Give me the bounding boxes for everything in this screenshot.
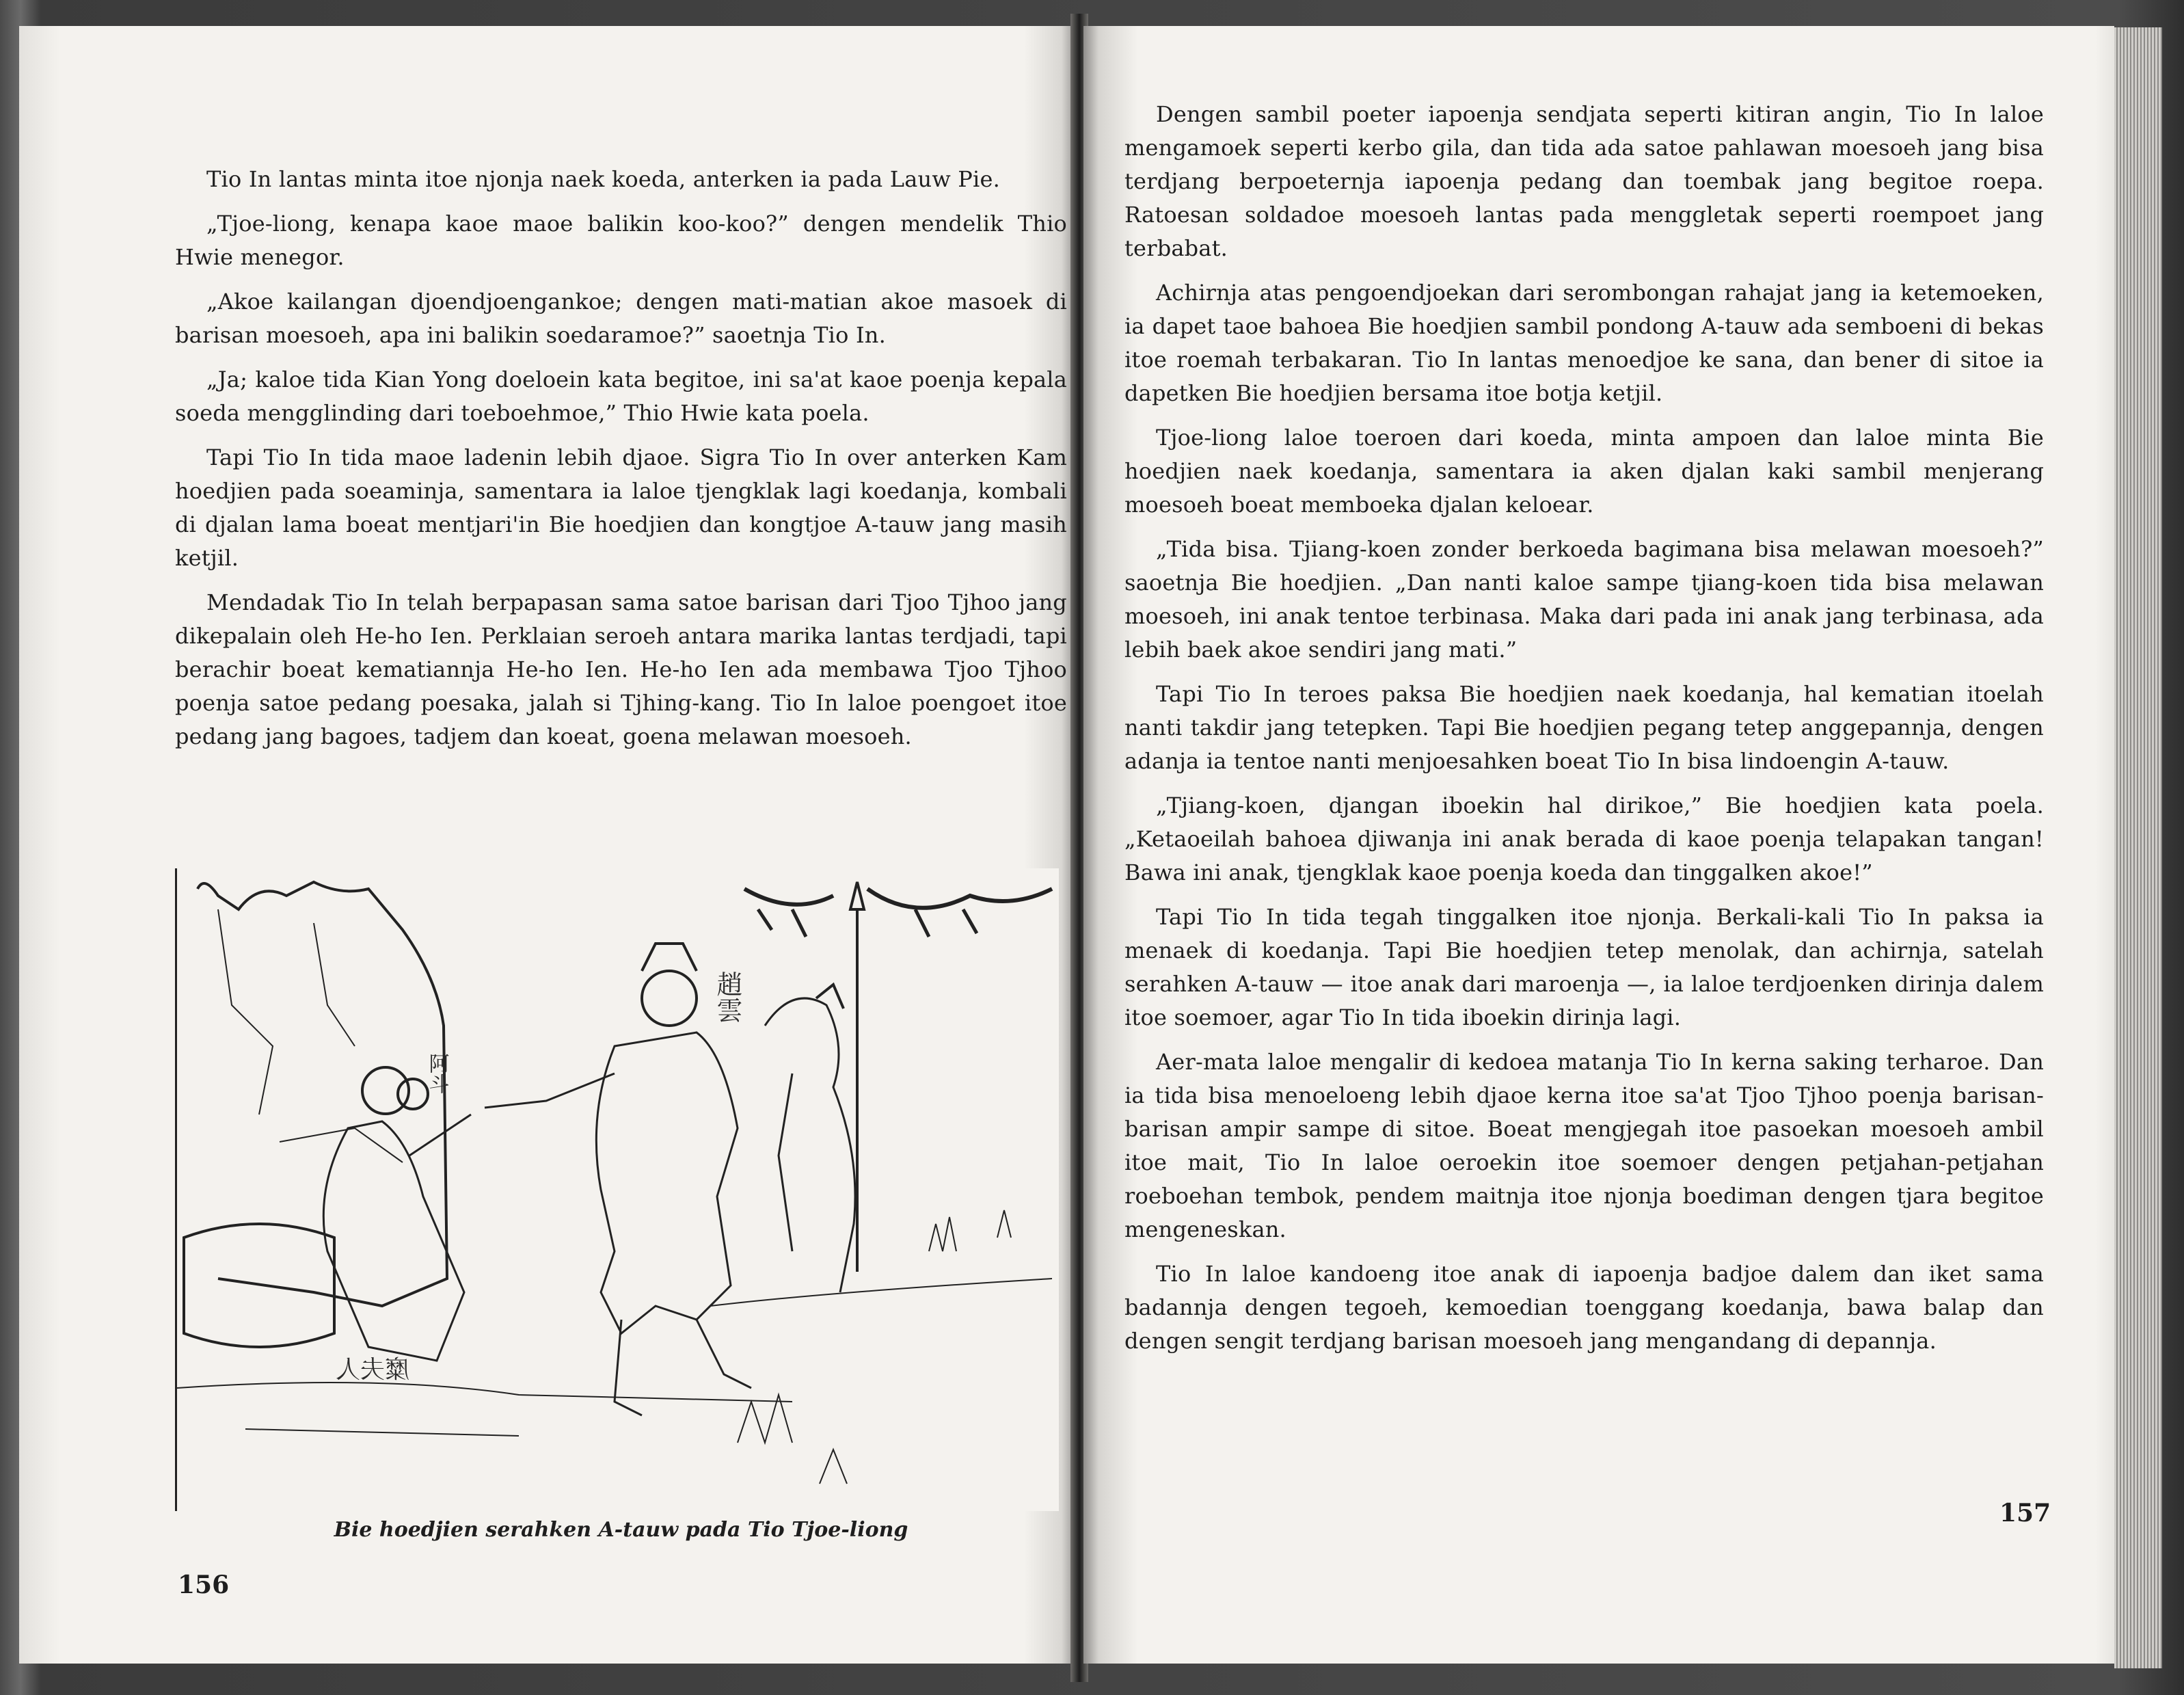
page-number-right: 157: [1999, 1499, 2051, 1527]
paragraph: Tio In lantas minta itoe njonja naek koeda, anterken ia pada Lauw Pie.: [206, 166, 1000, 192]
paragraph: Aer-mata laloe mengalir di kedoea matanja Tio In kerna saking terharoe. Dan ia tida bisa menoeloeng lebih djaoe kerna itoe sa'at Tjoo Tjhoo poenja barisan-barisan ampir sampe di sitoe. Boeat mengjegah itoe pasoekan moesoeh ambil itoe mait, Tio In laloe oeroekin itoe soemoer dengen petjahan-petjahan roeboehan tembok, pendem maitnja itoe njonja boediman dengen tjara begitoe mengeneskan.: [1124, 1049, 2044, 1242]
paragraph: Tapi Tio In teroes paksa Bie hoedjien naek koedanja, hal kematian itoelah nanti takdir jang tetepken. Tapi Bie hoedjien pegang tetep anggepannja, dengen adanja ia tentoe nanti menjoesahken boeat Tio In bisa lindoengin A-tauw.: [1124, 681, 2044, 774]
paragraph: „Tjiang-koen, djangan iboekin hal dirikoe,” Bie hoedjien kata poela. „Ketaoeilah bahoea djiwanja ini anak berada di kaoe poenja telapakan tangan! Bawa ini anak, tjengklak kaoe poenja koeda dan tinggalken akoe!”: [1124, 792, 2044, 885]
label-zhao-yun: 趙雲: [712, 971, 742, 1023]
page-edges: [2114, 27, 2162, 1668]
left-page-text: [175, 163, 1067, 764]
illustration-drawing: [177, 868, 1059, 1511]
paragraph: Achirnja atas pengoendjoekan dari serombongan rahajat jang ia ketemoeken, ia dapet taoe bahoea Bie hoedjien sambil pondong A-tauw ada semboeni di bekas itoe roemah terbakaran. Tio In lantas menoedjoe ke sana, dan bener di sitoe ia dapetken Bie hoedjien bersama itoe botja ketjil.: [1124, 280, 2044, 406]
paragraph: Tjoe-liong laloe toeroen dari koeda, minta ampoen dan laloe minta Bie hoedjien naek koedanja, samentara ia aken djalan kaki sambil menjerang moesoeh boeat memboeka djalan keloear.: [1124, 425, 2044, 518]
paragraph: „Akoe kailangan djoendjoengankoe; dengen mati-matian akoe masoek di barisan moesoeh, apa ini balikin soedaramoe?” saoetnja Tio In.: [175, 289, 1067, 348]
label-lady: 糜夫人: [335, 1356, 409, 1384]
illustration-caption: Bie hoedjien serahken A-tauw pada Tio Tjoe-liong: [334, 1518, 908, 1542]
paragraph: „Tida bisa. Tjiang-koen zonder berkoeda bagimana bisa melawan moesoeh?” saoetnja Bie hoedjien. „Dan nanti kaloe sampe tjiang-koen tida bisa melawan moesoeh, ini anak tentoe terbinasa. Maka dari pada ini anak jang terbinasa, ada lebih baek akoe sendiri jang mati.”: [1124, 536, 2044, 663]
paragraph: Tapi Tio In tida maoe ladenin lebih djaoe. Sigra Tio In over anterken Kam hoedjien pada soeaminja, samentara ia laloe tjengklak lagi koedanja, kombali di djalan lama boeat mentjari'in Bie hoedjien dan kongtjoe A-tauw jang masih ketjil.: [175, 444, 1067, 571]
paragraph: Dengen sambil poeter iapoenja sendjata seperti kitiran angin, Tio In laloe mengamoek seperti kerbo gila, dan tida ada satoe pahlawan moesoeh jang bisa terdjang berpoeternja iapoenja pedang dan toembak jang begitoe roepa. Ratoesan soldadoe moesoeh lantas pada menggletak seperti roempoet jang terbabat.: [1124, 101, 2044, 261]
page-number-left: 156: [178, 1571, 230, 1599]
left-page: [19, 26, 1075, 1664]
woodcut-illustration: [175, 868, 1059, 1511]
paragraph: Tapi Tio In tida tegah tinggalken itoe njonja. Berkali-kali Tio In paksa ia menaek di koedanja. Tapi Bie hoedjien tetep menolak, dan achirnja, satelah serahken A-tauw — itoe anak dari maroenja —, ia laloe terdjoenken dirinja dalem itoe soemoer, agar Tio In tida iboekin dirinja lagi.: [1124, 904, 2044, 1030]
label-a-dou: 阿斗: [424, 1053, 449, 1094]
paragraph: Tio In laloe kandoeng itoe anak di iapoenja badjoe dalem dan iket sama badannja dengen tegoeh, kemoedian toenggang koedanja, bawa balap dan dengen sengit terdjang barisan moesoeh jang mengandang di depannja.: [1124, 1261, 2044, 1354]
paragraph: „Tjoe-liong, kenapa kaoe maoe balikin koo-koo?” dengen mendelik Thio Hwie menegor.: [175, 211, 1067, 270]
right-page-text: [1124, 98, 2044, 1369]
right-page: [1083, 26, 2114, 1664]
paragraph: Mendadak Tio In telah berpapasan sama satoe barisan dari Tjoo Tjhoo jang dikepalain oleh He-ho Ien. Perklaian seroeh antara marika lantas terdjadi, tapi berachir boeat kematiannja He-ho Ien. He-ho Ien ada membawa Tjoo Tjhoo poenja satoe pedang poesaka, jalah si Tjhing-kang. Tio In laloe poengoet itoe pedang jang bagoes, tadjem dan koeat, goena melawan moesoeh.: [175, 589, 1067, 749]
paragraph: „Ja; kaloe tida Kian Yong doeloein kata begitoe, ini sa'at kaoe poenja kepala soeda mengglinding dari toeboehmoe,” Thio Hwie kata poela.: [175, 366, 1067, 426]
